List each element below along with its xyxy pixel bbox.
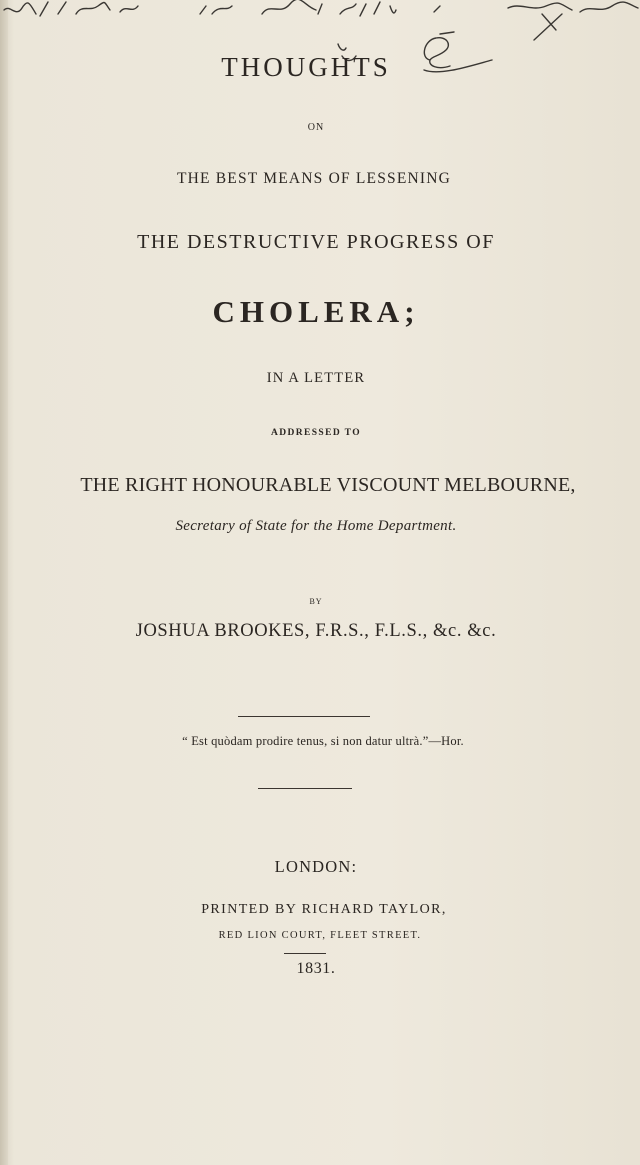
title-cholera: CHOLERA; <box>212 294 420 329</box>
imprint-city: LONDON: <box>274 857 358 876</box>
imprint-printer: PRINTED BY RICHARD TAYLOR, <box>201 902 447 917</box>
title-thoughts: THOUGHTS <box>221 52 391 82</box>
title-on: ON <box>307 122 325 133</box>
author-name: JOSHUA BROOKES, F.R.S., F.L.S., &c. &c. <box>135 621 497 641</box>
addressee-office: Secretary of State for the Home Department. <box>175 518 457 534</box>
by-line: BY <box>309 597 323 606</box>
letter-line: IN A LETTER <box>266 370 366 386</box>
imprint-address: RED LION COURT, FLEET STREET. <box>218 930 422 941</box>
addressee: THE RIGHT HONOURABLE VISCOUNT MELBOURNE, <box>80 474 576 496</box>
subtitle-line-2: THE DESTRUCTIVE PROGRESS OF <box>137 231 495 253</box>
imprint-year: 1831. <box>296 960 336 977</box>
divider-rule-top <box>238 716 370 717</box>
addressed-to: ADDRESSED TO <box>270 428 362 438</box>
epigraph: “ Est quòdam prodire tenus, si non datur ultrà.”—Hor. <box>182 734 464 748</box>
imprint-rule <box>284 953 326 954</box>
subtitle-line-1: THE BEST MEANS OF LESSENING <box>176 170 452 187</box>
divider-rule-bottom <box>258 788 352 789</box>
